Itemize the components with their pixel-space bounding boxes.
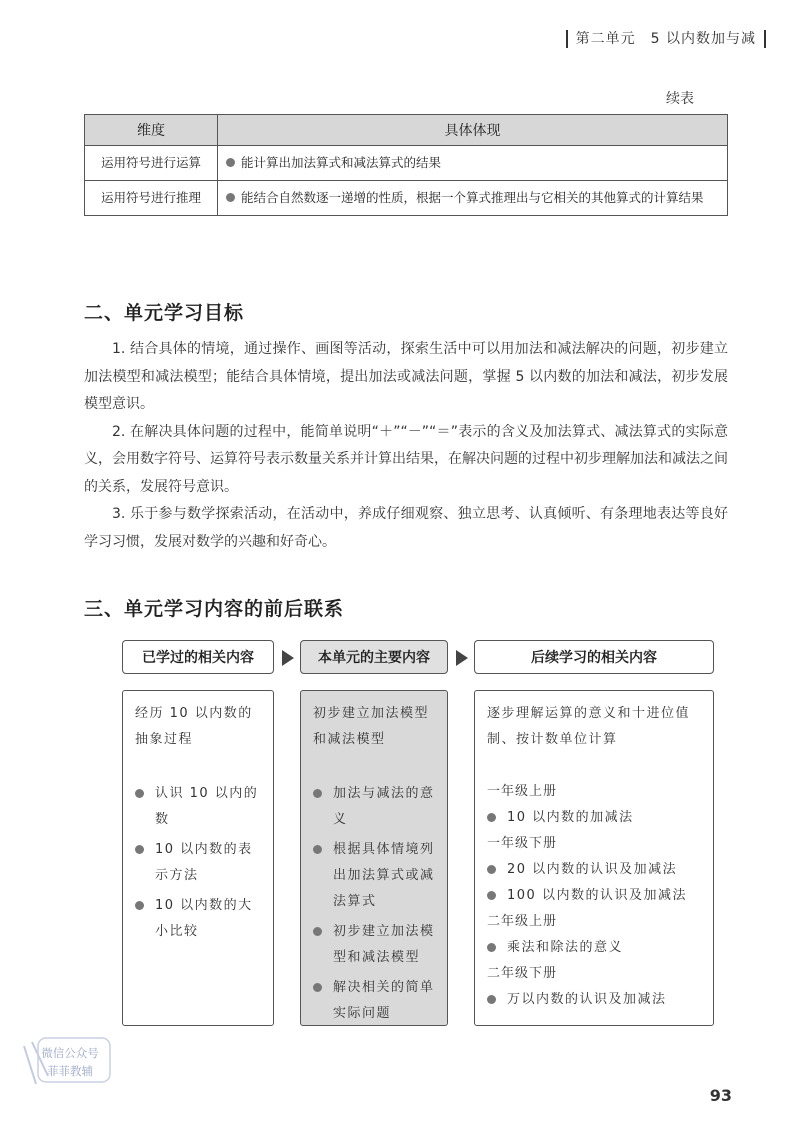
table-row [85,146,728,181]
section-title-goals: 二、单元学习目标 [84,302,245,324]
grade-heading: 二年级下册 [487,966,558,981]
bullet-icon [135,789,144,798]
column-intro: 初步建立加法模型和减法模型 [313,706,430,747]
grade-heading: 二年级上册 [487,914,558,929]
bullet-icon [487,891,496,900]
goal-paragraph: 2. 在解决具体问题的过程中，能简单说明“＋”“－”“＝”表示的含义及加法算式、减法算式的实际意义，会用数字符号、运算符号表示数量关系并计算出结果，在解决问题的过程中初步理解加法和减法之间的关系，发展符号意识。 [84,423,728,495]
bullet-icon [487,865,496,874]
list-item-text: 认识 10 以内的数 [155,786,259,827]
list-item [487,987,701,1013]
column-intro: 逐步理解运算的意义和十进位值制、按计数单位计算 [487,706,691,747]
flow-header-later: 后续学习的相关内容 [474,640,714,674]
column-list [487,935,701,961]
watermark-line: 微信公众号 [41,1046,99,1060]
column-current-content [300,690,448,1026]
continued-label: 续表 [666,91,694,107]
list-item [313,781,435,833]
list-item [487,935,701,961]
arrow-right-icon [456,650,468,666]
arrow-right-icon [282,650,294,666]
list-item [487,857,701,883]
column-list [487,805,701,831]
grade-heading: 一年级上册 [487,784,558,799]
table-header-row [85,115,728,146]
list-item [313,975,435,1027]
column-list [313,781,435,1027]
bullet-icon [226,158,235,167]
bullet-icon [135,845,144,854]
goal-paragraph: 3. 乐于参与数学探索活动，在活动中，养成仔细观察、独立思考、认真倾听、有条理地表达等良好学习习惯，发展对数学的兴趣和好奇心。 [84,506,728,550]
list-item-text: 100 以内数的认识及加减法 [507,888,687,903]
list-item-text: 10 以内数的大小比较 [155,898,253,939]
bullet-icon [313,845,322,854]
table-row [85,181,728,216]
goal-paragraph: 1. 结合具体的情境，通过操作、画图等活动，探索生活中可以用加法和减法解决的问题，初步建立加法模型和减法模型；能结合具体情境，提出加法或减法问题，掌握 5 以内数的加法和减法，初步发展模型意识。 [84,341,728,412]
list-item-text: 乘法和除法的意义 [507,940,624,955]
column-prior-content [122,690,274,1026]
grade-heading: 一年级下册 [487,836,558,851]
bullet-icon [487,943,496,952]
goals-list [84,336,728,556]
column-later-content [474,690,714,1026]
list-item-text: 根据具体情境列出加法算式或减法算式 [333,842,435,909]
table-cell-dimension: 运用符号进行推理 [85,181,218,216]
flow-header-prior: 已学过的相关内容 [122,640,274,674]
column-list [135,781,261,945]
list-item [135,837,261,889]
bullet-icon [226,193,235,202]
table-header-dimension: 维度 [85,115,218,146]
list-item [135,893,261,945]
column-list [487,857,701,909]
flow-header-current: 本单元的主要内容 [300,640,448,674]
bullet-icon [313,983,322,992]
dimension-table [84,114,728,216]
list-item [487,805,701,831]
table-cell-detail [218,181,728,216]
list-item [487,883,701,909]
table-cell-dimension: 运用符号进行运算 [85,146,218,181]
watermark [18,1036,112,1096]
table-cell-detail [218,146,728,181]
detail-text: 能结合自然数逐一递增的性质，根据一个算式推理出与它相关的其他算式的计算结果 [241,190,704,205]
running-header: 第二单元 5 以内数加与减 [566,30,766,48]
column-intro: 经历 10 以内数的抽象过程 [135,706,253,747]
detail-text: 能计算出加法算式和减法算式的结果 [241,155,442,170]
list-item-text: 万以内数的认识及加减法 [507,992,667,1007]
bullet-icon [487,813,496,822]
table-header-detail: 具体体现 [218,115,728,146]
bullet-icon [135,901,144,910]
list-item-text: 解决相关的简单实际问题 [333,980,435,1021]
list-item-text: 初步建立加法模型和减法模型 [333,924,435,965]
list-item-text: 10 以内数的表示方法 [155,842,253,883]
watermark-line: 菲菲教辅 [47,1064,93,1078]
bullet-icon [313,789,322,798]
section-title-connections: 三、单元学习内容的前后联系 [84,598,345,620]
list-item-text: 20 以内数的认识及加减法 [507,862,678,877]
list-item-text: 10 以内数的加减法 [507,810,634,825]
column-list [487,987,701,1013]
list-item [135,781,261,833]
list-item [313,919,435,971]
bullet-icon [487,995,496,1004]
bullet-icon [313,927,322,936]
page-number: 93 [709,1086,732,1105]
list-item-text: 加法与减法的意义 [333,786,435,827]
list-item [313,837,435,915]
